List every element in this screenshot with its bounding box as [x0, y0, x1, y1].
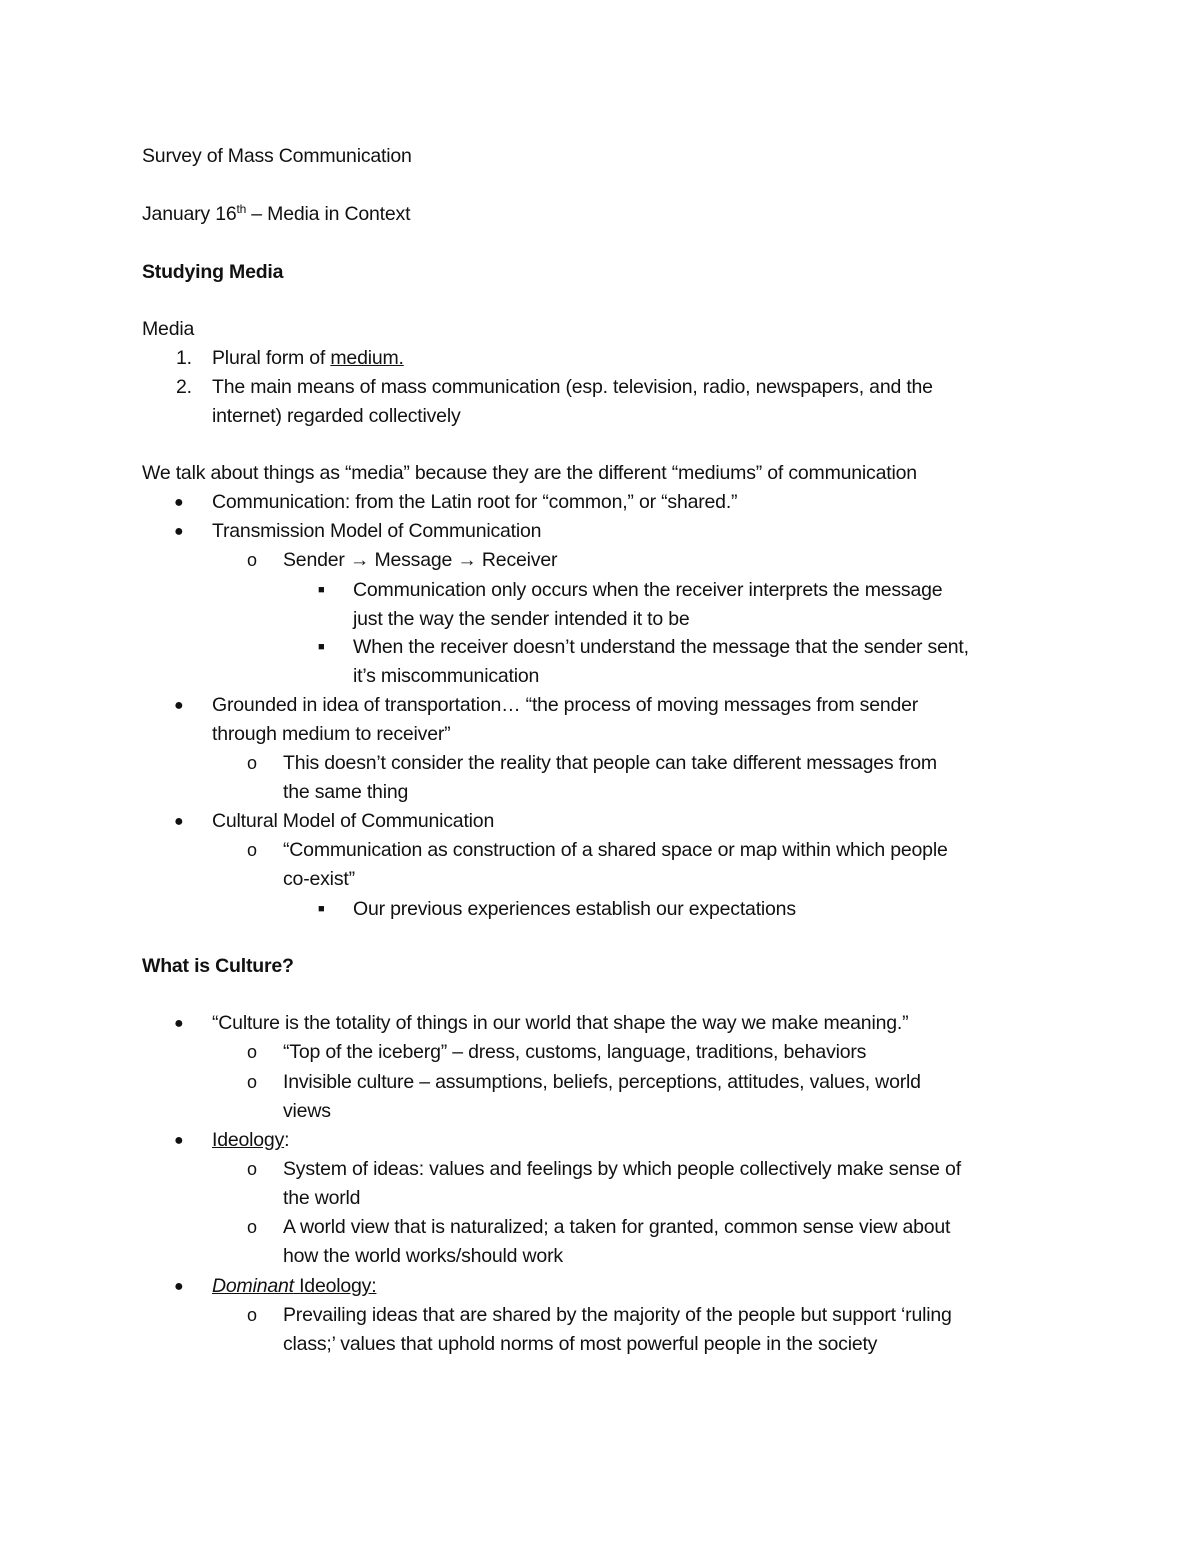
bullet-dot-icon: ●	[174, 1278, 184, 1295]
grounded-line-2: through medium to receiver”	[212, 723, 451, 745]
bullet-circle-icon: o	[247, 550, 258, 570]
arrow-right-icon: →	[457, 549, 477, 571]
message-label: Message	[374, 549, 453, 571]
naturalized-line-2: how the world works/should work	[283, 1245, 563, 1267]
bullet-circle-icon: o	[247, 753, 258, 773]
lecture-date-heading	[142, 200, 410, 229]
dominant-ideology-item	[212, 1272, 376, 1301]
dominant-term: Dominant	[212, 1275, 294, 1297]
system-of-ideas-line-2: the world	[283, 1187, 361, 1209]
bullet-circle-icon: o	[247, 1042, 258, 1062]
invisible-culture-line-2: views	[283, 1100, 331, 1122]
bullet-circle-icon: o	[247, 840, 258, 860]
invisible-culture-line-1: Invisible culture – assumptions, beliefs, perceptions, attitudes, values, world	[283, 1071, 921, 1093]
grounded-line-1: Grounded in idea of transportation… “the process of moving messages from sender	[212, 694, 919, 716]
sender-message-receiver	[283, 546, 557, 575]
bullet-dot-icon: ●	[174, 813, 184, 830]
date-prefix: January 16	[142, 203, 237, 225]
transmission-model-item: Transmission Model of Communication	[212, 520, 542, 542]
bullet-dot-icon: ●	[174, 523, 184, 540]
iceberg-item: “Top of the iceberg” – dress, customs, language, traditions, behaviors	[283, 1041, 867, 1063]
list-number-1: 1.	[176, 347, 192, 369]
receiver-label: Receiver	[481, 549, 558, 571]
miscommunication-line-1: When the receiver doesn’t understand the message that the sender sent,	[353, 636, 969, 658]
sender-label: Sender	[283, 549, 345, 571]
ideology-colon: :	[284, 1129, 290, 1151]
occurs-line-1: Communication only occurs when the receiver interprets the message	[353, 579, 943, 601]
medium-hyperlink[interactable]: medium.	[330, 347, 404, 369]
section-heading-studying-media: Studying Media	[142, 261, 284, 283]
arrow-right-icon: →	[349, 549, 370, 571]
prevailing-line-2: class;’ values that uphold norms of most powerful people in the society	[283, 1333, 878, 1355]
naturalized-line-1: A world view that is naturalized; a taken for granted, common sense view about	[283, 1216, 951, 1238]
list-number-2: 2.	[176, 376, 192, 398]
definition-2-line-1: The main means of mass communication (esp. television, radio, newspapers, and the	[212, 376, 933, 398]
ideology-term: Ideology	[212, 1129, 285, 1151]
bullet-circle-icon: o	[247, 1217, 258, 1237]
date-suffix: – Media in Context	[246, 203, 411, 225]
miscommunication-line-2: it’s miscommunication	[353, 665, 540, 687]
ideology-item	[212, 1126, 289, 1155]
dominant-ideology-rest: Ideology:	[293, 1275, 377, 1297]
bullet-circle-icon: o	[247, 1305, 258, 1325]
bullet-dot-icon: ●	[174, 1132, 184, 1149]
definition-1	[212, 344, 404, 373]
bullet-square-icon: ■	[318, 584, 325, 596]
occurs-line-2: just the way the sender intended it to be	[353, 608, 690, 630]
bullet-dot-icon: ●	[174, 494, 184, 511]
bullet-square-icon: ■	[318, 903, 325, 915]
culture-definition-item: “Culture is the totality of things in our world that shape the way we make meaning.”	[212, 1012, 909, 1034]
bullet-circle-icon: o	[247, 1072, 258, 1092]
definition-2-line-2: internet) regarded collectively	[212, 405, 461, 427]
consider-line-1: This doesn’t consider the reality that people can take different messages from	[283, 752, 937, 774]
communication-root-item: Communication: from the Latin root for “common,” or “shared.”	[212, 491, 738, 513]
date-superscript: th	[236, 202, 247, 216]
media-label: Media	[142, 318, 195, 340]
prevailing-line-1: Prevailing ideas that are shared by the majority of the people but support ‘ruling	[283, 1304, 952, 1326]
construction-line-2: co-exist”	[283, 868, 355, 890]
bullet-dot-icon: ●	[174, 1015, 184, 1032]
section-heading-what-is-culture: What is Culture?	[142, 955, 294, 977]
cultural-model-item: Cultural Model of Communication	[212, 810, 495, 832]
definition-1-text: Plural form of	[212, 347, 331, 369]
system-of-ideas-line-1: System of ideas: values and feelings by which people collectively make sense of	[283, 1158, 961, 1180]
previous-experiences-item: Our previous experiences establish our expectations	[353, 898, 796, 920]
consider-line-2: the same thing	[283, 781, 409, 803]
document-title: Survey of Mass Communication	[142, 145, 412, 167]
bullet-dot-icon: ●	[174, 697, 184, 714]
construction-line-1: “Communication as construction of a shared space or map within which people	[283, 839, 948, 861]
we-talk-paragraph: We talk about things as “media” because they are the different “mediums” of communication	[142, 462, 917, 484]
bullet-square-icon: ■	[318, 641, 325, 653]
bullet-circle-icon: o	[247, 1159, 258, 1179]
